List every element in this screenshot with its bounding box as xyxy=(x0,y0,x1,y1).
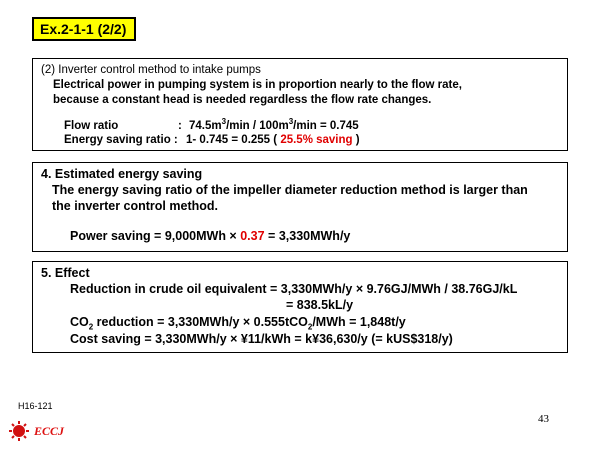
effect-panel xyxy=(32,261,568,353)
estimated-energy-saving-panel xyxy=(32,162,568,252)
eccj-logo-text: ECCJ xyxy=(34,424,65,438)
cost-saving-line: Cost saving = 3,330MWh/y × ¥11/kWh = k¥36,630/y (= kUS$318/y) xyxy=(70,332,453,346)
eccj-logo xyxy=(8,420,68,442)
section4-heading: 4. Estimated energy saving xyxy=(41,167,203,181)
co2-sub-b: 2 xyxy=(307,322,313,332)
power-saving-prefix: Power saving = 9,000MWh × xyxy=(70,229,237,243)
co2-sub-a: 2 xyxy=(88,322,94,332)
energy-saving-calc: 1- 0.745 = 0.255 ( xyxy=(186,134,278,146)
energy-saving-ratio-label: Energy saving ratio : xyxy=(64,134,178,146)
co2-part-b: reduction = 3,330MWh/y × 0.555tCO xyxy=(93,315,308,329)
eccj-logo-icon xyxy=(8,420,30,442)
crude-oil-reduction-result: = 838.5kL/y xyxy=(286,298,354,312)
energy-saving-close: ) xyxy=(355,134,360,146)
energy-saving-ratio-value xyxy=(186,133,360,147)
flow-ratio-part-b: /min / 100m xyxy=(226,120,289,132)
section2-desc-line2: because a constant head is needed regardless the flow rate changes. xyxy=(53,94,432,106)
slide-title xyxy=(32,17,136,41)
document-code: H16-121 xyxy=(18,401,53,411)
flow-ratio-sup-a: 3 xyxy=(221,117,227,127)
energy-saving-percent: 25.5% saving xyxy=(280,134,353,146)
crude-oil-reduction-line: Reduction in crude oil equivalent = 3,330MWh/y × 9.76GJ/MWh / 38.76GJ/kL xyxy=(70,282,518,296)
power-saving-line xyxy=(70,229,350,243)
slide-title-text: Ex.2-1-1 (2/2) xyxy=(40,21,127,37)
power-saving-result: = 3,330MWh/y xyxy=(268,229,351,243)
flow-ratio-part-c: /min = 0.745 xyxy=(293,120,359,132)
power-saving-factor: 0.37 xyxy=(240,229,265,243)
co2-reduction-line xyxy=(70,315,406,332)
section2-desc-line1: Electrical power in pumping system is in proportion nearly to the flow rate, xyxy=(53,79,462,91)
section4-text-line2: the inverter control method. xyxy=(52,199,218,213)
co2-part-c: /MWh = 1,848t/y xyxy=(312,315,406,329)
page-number: 43 xyxy=(538,413,549,425)
inverter-control-panel xyxy=(32,58,568,151)
flow-ratio-label: Flow ratio xyxy=(64,120,119,132)
section4-text-line1: The energy saving ratio of the impeller diameter reduction method is larger than xyxy=(52,183,528,197)
flow-ratio-separator: : xyxy=(178,120,182,132)
section5-heading: 5. Effect xyxy=(41,266,90,280)
flow-ratio-value xyxy=(189,119,359,133)
section2-heading: (2) Inverter control method to intake pumps xyxy=(41,64,261,76)
co2-part-a: CO xyxy=(70,315,89,329)
flow-ratio-sup-b: 3 xyxy=(288,117,294,127)
flow-ratio-part-a: 74.5m xyxy=(189,120,222,132)
